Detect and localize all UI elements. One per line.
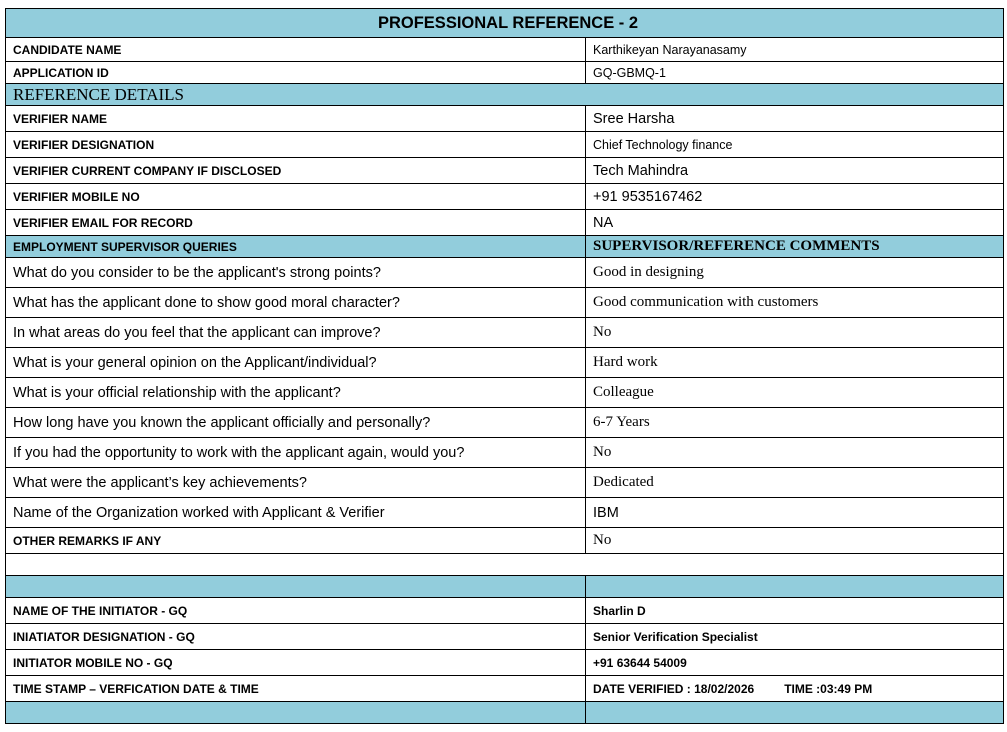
title-row	[6, 9, 1004, 38]
application-id-value: GQ-GBMQ-1	[586, 62, 1004, 84]
query-answer: Hard work	[586, 348, 1004, 378]
query-question: What do you consider to be the applicant's strong points?	[6, 258, 586, 288]
query-question: What is your official relationship with the applicant?	[6, 378, 586, 408]
timestamp-value	[586, 676, 1004, 702]
time-verified: TIME :03:49 PM	[784, 681, 873, 696]
footer-left	[6, 702, 586, 724]
query-answer: 6-7 Years	[586, 408, 1004, 438]
queries-header-row	[6, 236, 1004, 258]
verifier-name-row	[6, 106, 1004, 132]
initiator-header-right	[586, 576, 1004, 598]
other-remarks-value: No	[586, 528, 1004, 554]
query-row	[6, 498, 1004, 528]
initiator-designation-row	[6, 624, 1004, 650]
initiator-mobile-label: INITIATOR MOBILE NO - GQ	[6, 650, 586, 676]
timestamp-row	[6, 676, 1004, 702]
verifier-designation-row	[6, 132, 1004, 158]
verifier-email-value: NA	[586, 210, 1004, 236]
initiator-name-label: NAME OF THE INITIATOR - GQ	[6, 598, 586, 624]
query-row	[6, 318, 1004, 348]
queries-header-left: EMPLOYMENT SUPERVISOR QUERIES	[6, 236, 586, 258]
query-row	[6, 258, 1004, 288]
reference-details-row	[6, 84, 1004, 106]
query-row	[6, 468, 1004, 498]
query-question: Name of the Organization worked with Applicant & Verifier	[6, 498, 586, 528]
query-answer: Good communication with customers	[586, 288, 1004, 318]
verifier-company-value: Tech Mahindra	[586, 158, 1004, 184]
initiator-mobile-value: +91 63644 54009	[586, 650, 1004, 676]
verifier-email-label: VERIFIER EMAIL FOR RECORD	[6, 210, 586, 236]
initiator-designation-label: INIATIATOR DESIGNATION - GQ	[6, 624, 586, 650]
query-answer: Colleague	[586, 378, 1004, 408]
query-row	[6, 378, 1004, 408]
initiator-name-row	[6, 598, 1004, 624]
verifier-name-value: Sree Harsha	[586, 106, 1004, 132]
verifier-designation-value: Chief Technology finance	[586, 132, 1004, 158]
candidate-name-value: Karthikeyan Narayanasamy	[586, 38, 1004, 62]
verifier-mobile-value: +91 9535167462	[586, 184, 1004, 210]
application-id-label: APPLICATION ID	[6, 62, 586, 84]
query-answer: IBM	[586, 498, 1004, 528]
query-question: What has the applicant done to show good moral character?	[6, 288, 586, 318]
application-id-row	[6, 62, 1004, 84]
query-row	[6, 288, 1004, 318]
query-answer: No	[586, 438, 1004, 468]
query-question: In what areas do you feel that the applicant can improve?	[6, 318, 586, 348]
verifier-company-label: VERIFIER CURRENT COMPANY IF DISCLOSED	[6, 158, 586, 184]
form-title: PROFESSIONAL REFERENCE - 2	[6, 9, 1004, 38]
other-remarks-row	[6, 528, 1004, 554]
verifier-email-row	[6, 210, 1004, 236]
verifier-designation-label: VERIFIER DESIGNATION	[6, 132, 586, 158]
query-answer: No	[586, 318, 1004, 348]
footer-right	[586, 702, 1004, 724]
candidate-name-row	[6, 38, 1004, 62]
verifier-mobile-label: VERIFIER MOBILE NO	[6, 184, 586, 210]
reference-details-heading: REFERENCE DETAILS	[6, 84, 1004, 106]
date-verified: DATE VERIFIED : 18/02/2026	[593, 681, 755, 696]
query-question: What were the applicant’s key achievements?	[6, 468, 586, 498]
spacer-row	[6, 554, 1004, 576]
verifier-name-label: VERIFIER NAME	[6, 106, 586, 132]
footer-row	[6, 702, 1004, 724]
initiator-mobile-row	[6, 650, 1004, 676]
other-remarks-label: OTHER REMARKS IF ANY	[6, 528, 586, 554]
initiator-name-value: Sharlin D	[586, 598, 1004, 624]
initiator-header-row	[6, 576, 1004, 598]
spacer-cell	[6, 554, 1004, 576]
query-row	[6, 348, 1004, 378]
reference-form	[5, 8, 1004, 724]
query-question: If you had the opportunity to work with the applicant again, would you?	[6, 438, 586, 468]
initiator-designation-value: Senior Verification Specialist	[586, 624, 1004, 650]
candidate-name-label: CANDIDATE NAME	[6, 38, 586, 62]
initiator-header-left	[6, 576, 586, 598]
query-answer: Good in designing	[586, 258, 1004, 288]
query-row	[6, 408, 1004, 438]
timestamp-label: TIME STAMP – VERFICATION DATE & TIME	[6, 676, 586, 702]
query-answer: Dedicated	[586, 468, 1004, 498]
verifier-company-row	[6, 158, 1004, 184]
queries-header-right: SUPERVISOR/REFERENCE COMMENTS	[586, 236, 1004, 258]
verifier-mobile-row	[6, 184, 1004, 210]
query-question: What is your general opinion on the Applicant/individual?	[6, 348, 586, 378]
query-row	[6, 438, 1004, 468]
query-question: How long have you known the applicant officially and personally?	[6, 408, 586, 438]
